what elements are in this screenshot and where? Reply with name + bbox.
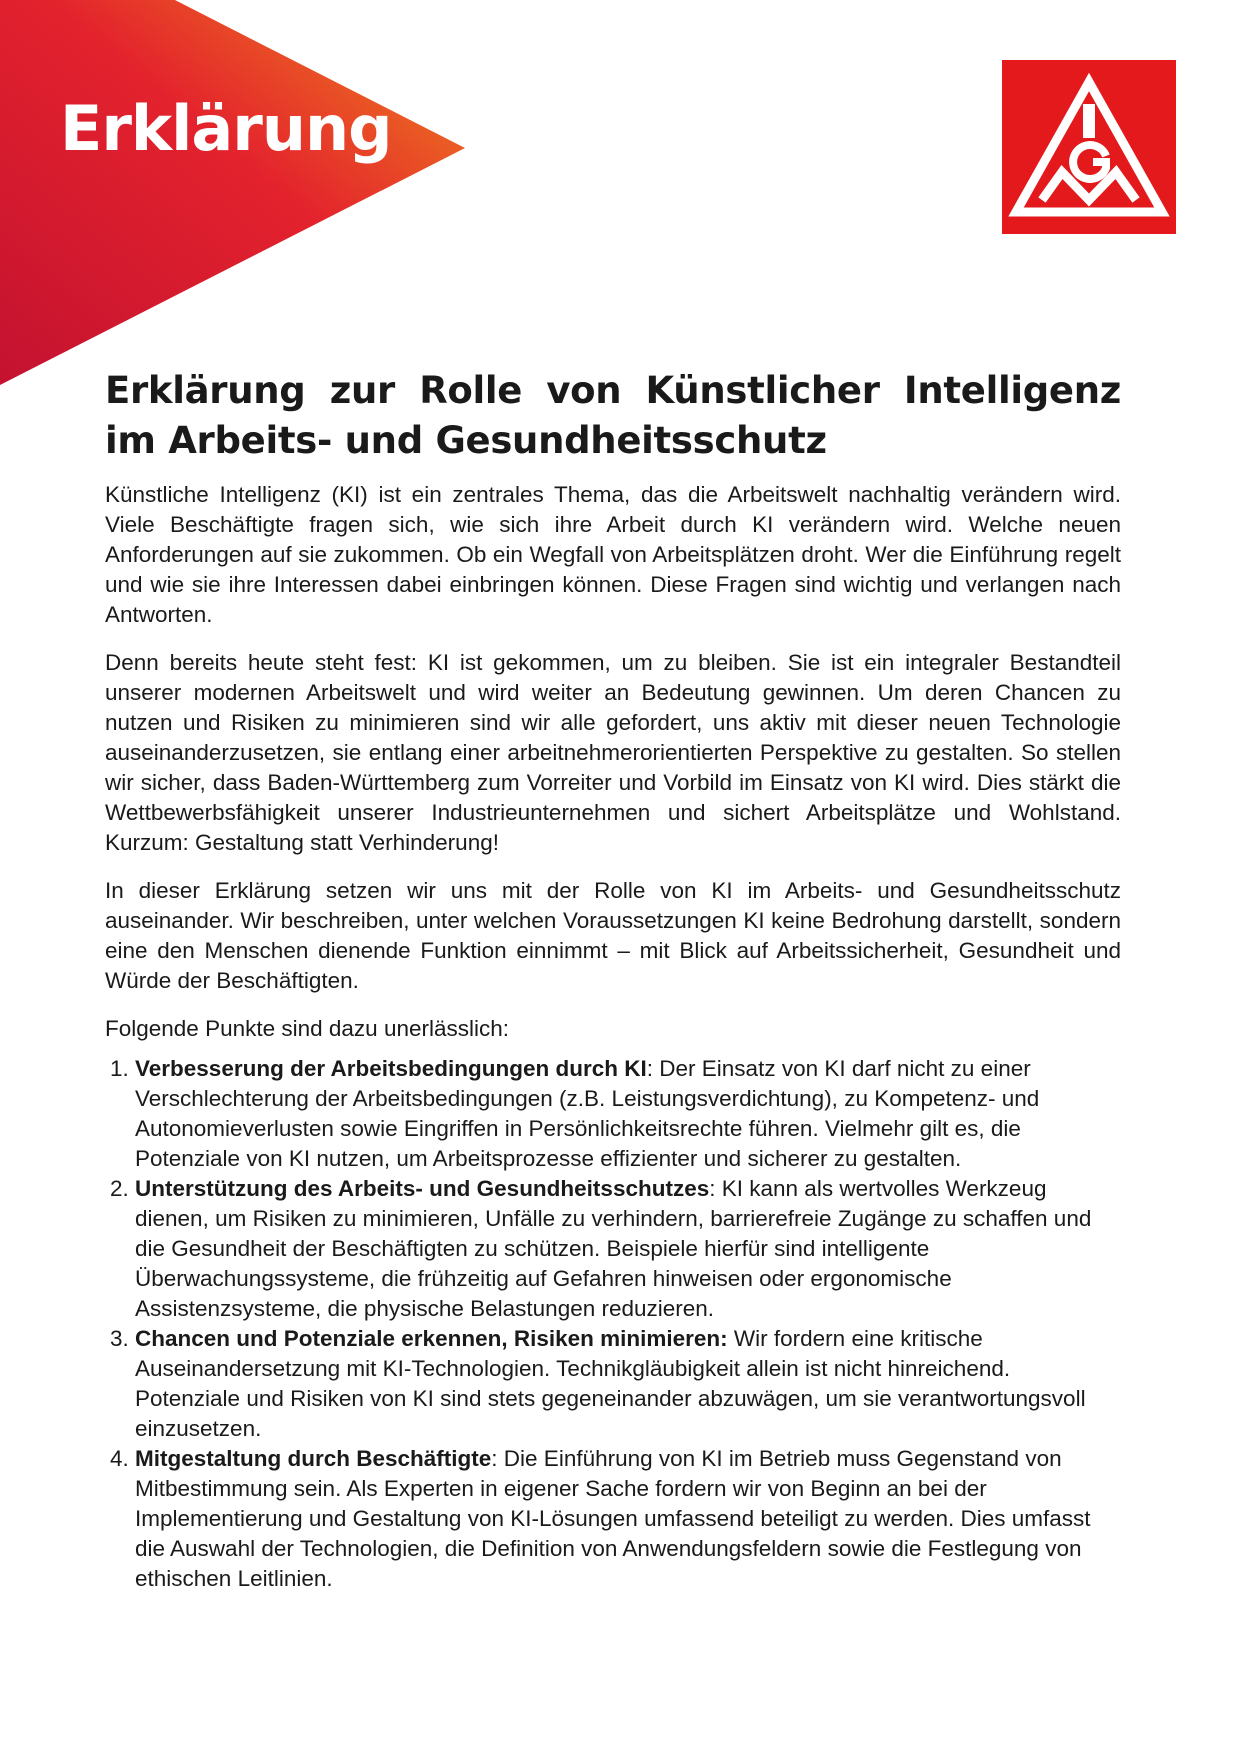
list-item-heading: Verbesserung der Arbeitsbedingungen durch KI (135, 1056, 647, 1081)
banner-label: Erklärung (60, 92, 392, 165)
list-item-heading: Chancen und Potenziale erkennen, Risiken minimieren: (135, 1326, 728, 1351)
list-item-text: Die Einführung von KI im Betrieb muss Gegenstand von Mitbestimmung sein. Als Experten in eigener Sache fordern wir von Beginn an bei der Implementierung und Gestaltung von KI-Lösungen umfassend beteiligt zu werden. Dies umfasst die Auswahl der Technologien, die Definition von Anwendungsfeldern sowie die Festlegung von ethischen Leitlinien. (135, 1446, 1091, 1591)
list-item-text: KI kann als wertvolles Werkzeug dienen, um Risiken zu minimieren, Unfälle zu verhindern, barrierefreie Zugänge zu schaffen und die Gesundheit der Beschäftigten zu schützen. Beispiele hierfür sind intelligente Überwachungssysteme, die frühzeitig auf Gefahren hinweisen oder ergonomische Assistenzsysteme, die physische Belastungen reduzieren. (135, 1176, 1092, 1321)
list-item-text: Der Einsatz von KI darf nicht zu einer Verschlechterung der Arbeitsbedingungen (z.B. Leistungsverdichtung), zu Kompetenz- und Autonomieverlusten sowie Eingriffen in Persönlichkeitsrechte führen. Vielmehr gilt es, die Potenziale von KI nutzen, um Arbeitsprozesse effizienter und sicherer zu gestalten. (135, 1056, 1040, 1171)
requirements-list (105, 1054, 1121, 1594)
list-item (135, 1054, 1121, 1174)
document-title: Erklärung zur Rolle von Künstlicher Intelligenz im Arbeits- und Gesundheitsschutz (105, 369, 1121, 462)
list-item-separator: : (646, 1056, 660, 1081)
document-body (105, 366, 1121, 1594)
banner-triangle (0, 0, 470, 390)
list-item-separator: : (709, 1176, 722, 1201)
list-item (135, 1324, 1121, 1444)
list-item-separator: : (491, 1446, 504, 1471)
ig-metall-logo-icon (1002, 60, 1176, 234)
list-item (135, 1174, 1121, 1324)
list-item-heading: Unterstützung des Arbeits- und Gesundheitsschutzes (135, 1176, 710, 1201)
list-item-heading: Mitgestaltung durch Beschäftigte (135, 1446, 492, 1471)
list-item (135, 1444, 1121, 1594)
list-item-text: Wir fordern eine kritische Auseinandersetzung mit KI-Technologien. Technikgläubigkeit allein ist nicht hinreichend. Potenziale und Risiken von KI sind stets gegeneinander abzuwägen, um sie verantwortungsvoll einzusetzen. (135, 1326, 1086, 1441)
paragraph: Denn bereits heute steht fest: KI ist gekommen, um zu bleiben. Sie ist ein integraler Bestandteil unserer modernen Arbeitswelt und wird weiter an Bedeutung gewinnen. Um deren Chancen zu nutzen und Risiken zu minimieren sind wir alle gefordert, uns aktiv mit dieser neuen Technologie auseinanderzusetzen, sie entlang einer arbeitnehmerorientierten Perspektive zu gestalten. So stellen wir sicher, dass Baden-Württemberg zum Vorreiter und Vorbild im Einsatz von KI wird. Dies stärkt die Wettbewerbsfähigkeit unserer Industrieunternehmen und sichert Arbeitsplätze und Wohlstand. Kurzum: Gestaltung statt Verhinderung! (105, 650, 1121, 855)
paragraph: In dieser Erklärung setzen wir uns mit der Rolle von KI im Arbeits- und Gesundheitsschutz auseinander. Wir beschreiben, unter welchen Voraussetzungen KI keine Bedrohung darstellt, sondern eine den Menschen dienende Funktion einnimmt – mit Blick auf Arbeitssicherheit, Gesundheit und Würde der Beschäftigten. (105, 878, 1121, 993)
paragraph: Künstliche Intelligenz (KI) ist ein zentrales Thema, das die Arbeitswelt nachhaltig verändern wird. Viele Beschäftigte fragen sich, wie sich ihre Arbeit durch KI verändern wird. Welche neuen Anforderungen auf sie zukommen. Ob ein Wegfall von Arbeitsplätzen droht. Wer die Einführung regelt und wie sie ihre Interessen dabei einbringen können. Diese Fragen sind wichtig und verlangen nach Antworten. (105, 482, 1121, 627)
list-intro: Folgende Punkte sind dazu unerlässlich: (105, 1016, 510, 1041)
